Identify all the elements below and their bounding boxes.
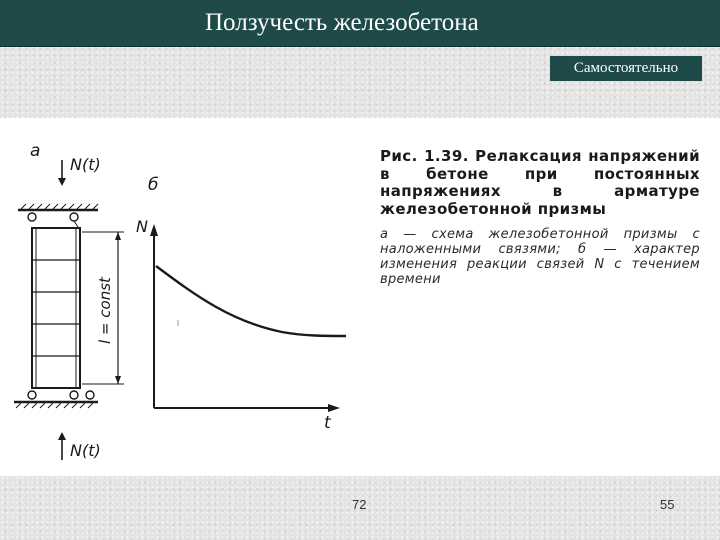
self-study-badge: Самостоятельно [549, 55, 703, 82]
hinge-bottom-left [28, 391, 36, 399]
slide-title: Ползучесть железобетона [205, 9, 479, 36]
caption-title: Рис. 1.39. Релаксация напряжений в бетоне при постоянных напряжениях в арматуре железобетонной призмы [380, 147, 700, 218]
label-b: б [148, 175, 159, 195]
hinge-top-left [28, 213, 36, 221]
axis-label-n: N [136, 217, 148, 236]
hinge-bottom-mid [70, 391, 78, 399]
arrow-head-top [58, 178, 66, 186]
label-a: а [30, 141, 41, 161]
prism-stirrups [32, 260, 80, 356]
axis-label-t: t [324, 413, 331, 433]
relaxation-curve [156, 266, 346, 336]
force-label-bottom: N(t) [70, 441, 101, 460]
figure-caption [380, 148, 700, 300]
arrow-head-bottom [58, 432, 66, 440]
page-number-right: 55 [660, 497, 675, 512]
page-number-left: 72 [352, 497, 367, 512]
caption-legend: а — схема железобетонной призмы с наложенными связями; б — характер изменения реакции связей N с течением времени [380, 227, 700, 287]
figure-scan [0, 118, 720, 476]
force-label-top: N(t) [70, 155, 101, 174]
length-label: l = const [96, 277, 114, 344]
title-bar [0, 0, 720, 47]
relaxation-graph [150, 224, 346, 412]
hinge-bottom-right [86, 391, 94, 399]
hinge-top-right [70, 213, 78, 221]
prism-body [32, 228, 80, 388]
